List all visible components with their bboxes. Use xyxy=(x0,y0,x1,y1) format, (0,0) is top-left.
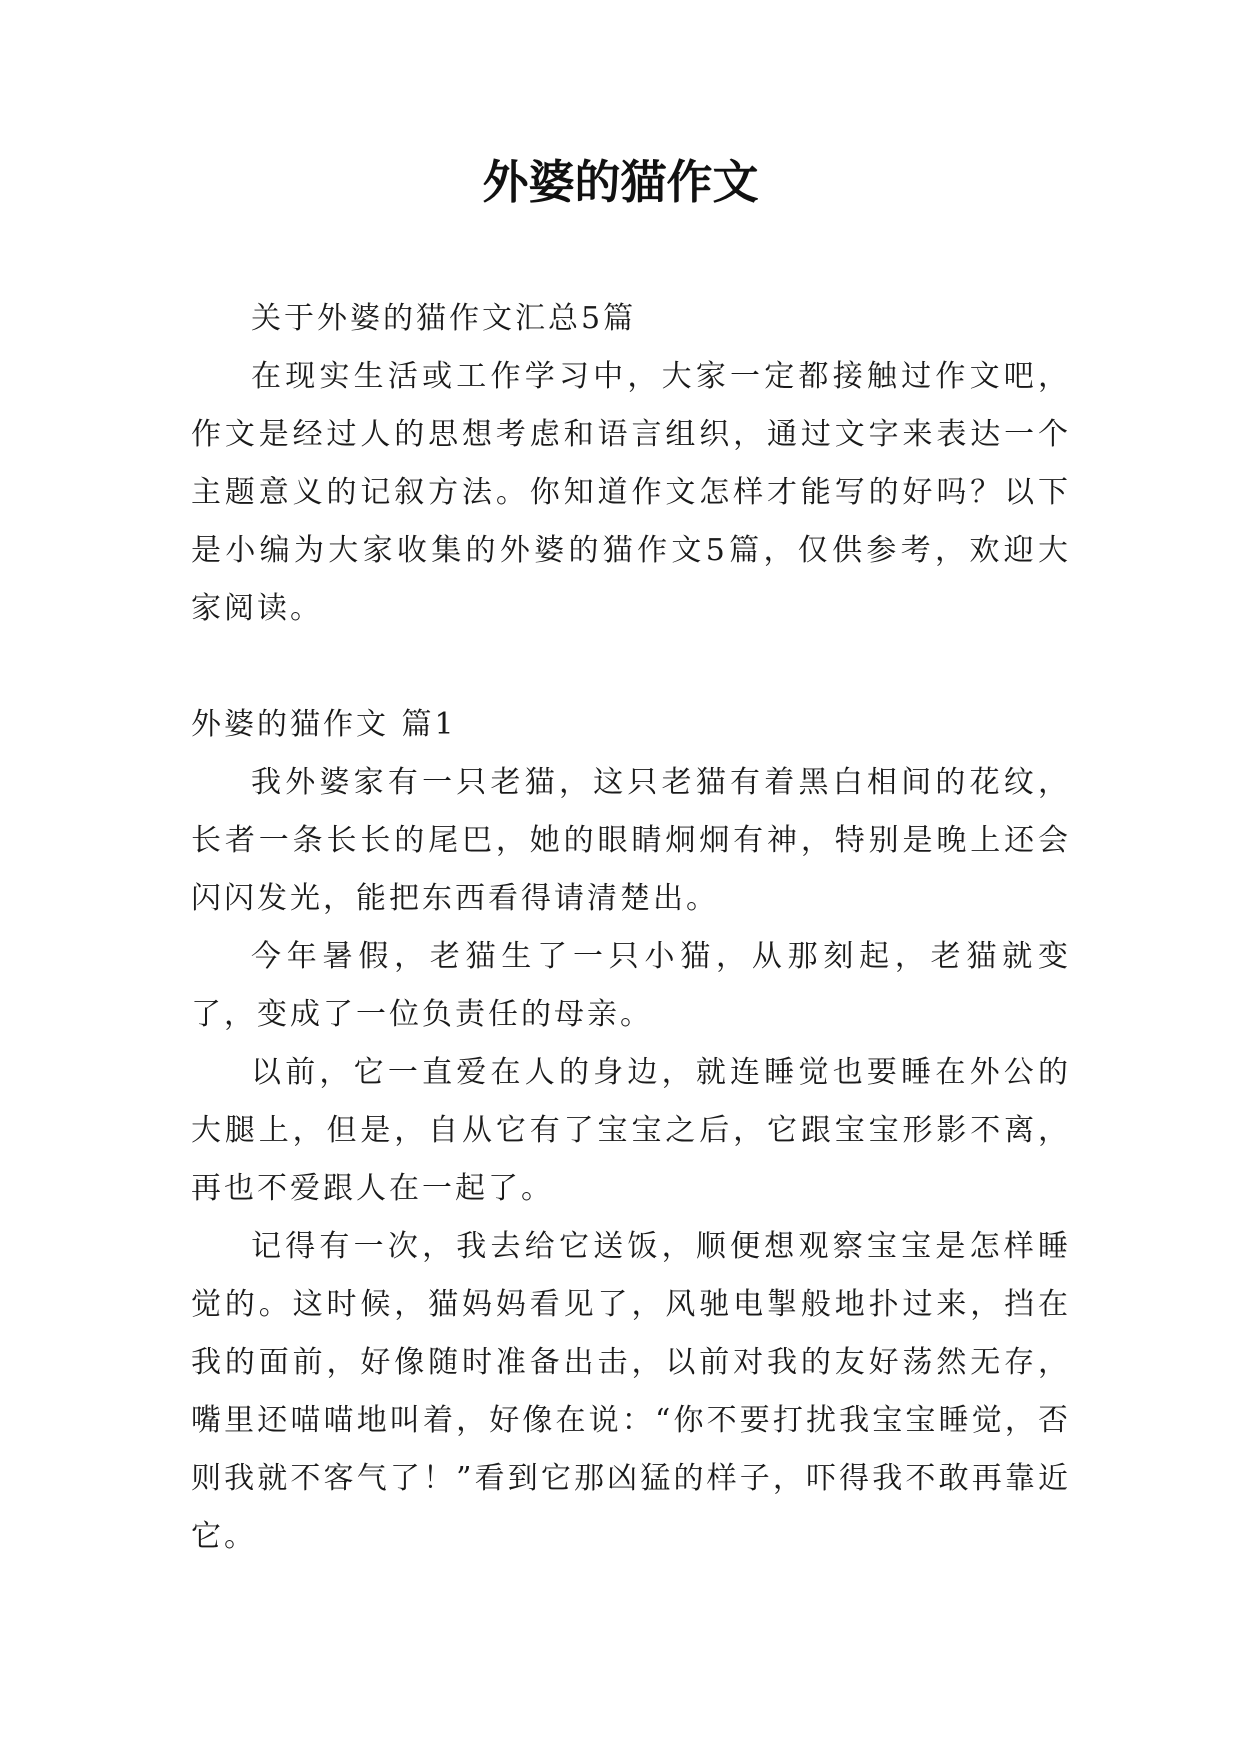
section-spacer xyxy=(191,638,1071,696)
section-heading: 外婆的猫作文 篇1 xyxy=(191,707,457,742)
intro-heading: 关于外婆的猫作文汇总5篇 xyxy=(251,301,637,336)
body-paragraph: 以前，它一直爱在人的身边，就连睡觉也要睡在外公的大腿上，但是，自从它有了宝宝之后，它跟宝宝形影不离，再也不爱跟人在一起了。 xyxy=(191,1055,1071,1206)
body-paragraph: 今年暑假，老猫生了一只小猫，从那刻起，老猫就变了，变成了一位负责任的母亲。 xyxy=(191,939,1071,1032)
body-paragraph: 记得有一次，我去给它送饭，顺便想观察宝宝是怎样睡觉的。这时候，猫妈妈看见了，风驰电掣般地扑过来，挡在我的面前，好像随时准备出击，以前对我的友好荡然无存，嘴里还喵喵地叫着，好像在说：“你不要打扰我宝宝睡觉，否则我就不客气了！”看到它那凶猛的样子，吓得我不敢再靠近它。 xyxy=(191,1229,1071,1554)
intro-paragraph: 在现实生活或工作学习中，大家一定都接触过作文吧，作文是经过人的思想考虑和语言组织，通过文字来表达一个主题意义的记叙方法。你知道作文怎样才能写的好吗？以下是小编为大家收集的外婆的猫作文5篇，仅供参考，欢迎大家阅读。 xyxy=(191,359,1071,626)
body-paragraph: 我外婆家有一只老猫，这只老猫有着黑白相间的花纹，长者一条长长的尾巴，她的眼睛炯炯有神，特别是晚上还会闪闪发光，能把东西看得请清楚出。 xyxy=(191,765,1071,916)
document-body xyxy=(191,290,1071,1566)
document-title: 外婆的猫作文 xyxy=(482,155,759,209)
